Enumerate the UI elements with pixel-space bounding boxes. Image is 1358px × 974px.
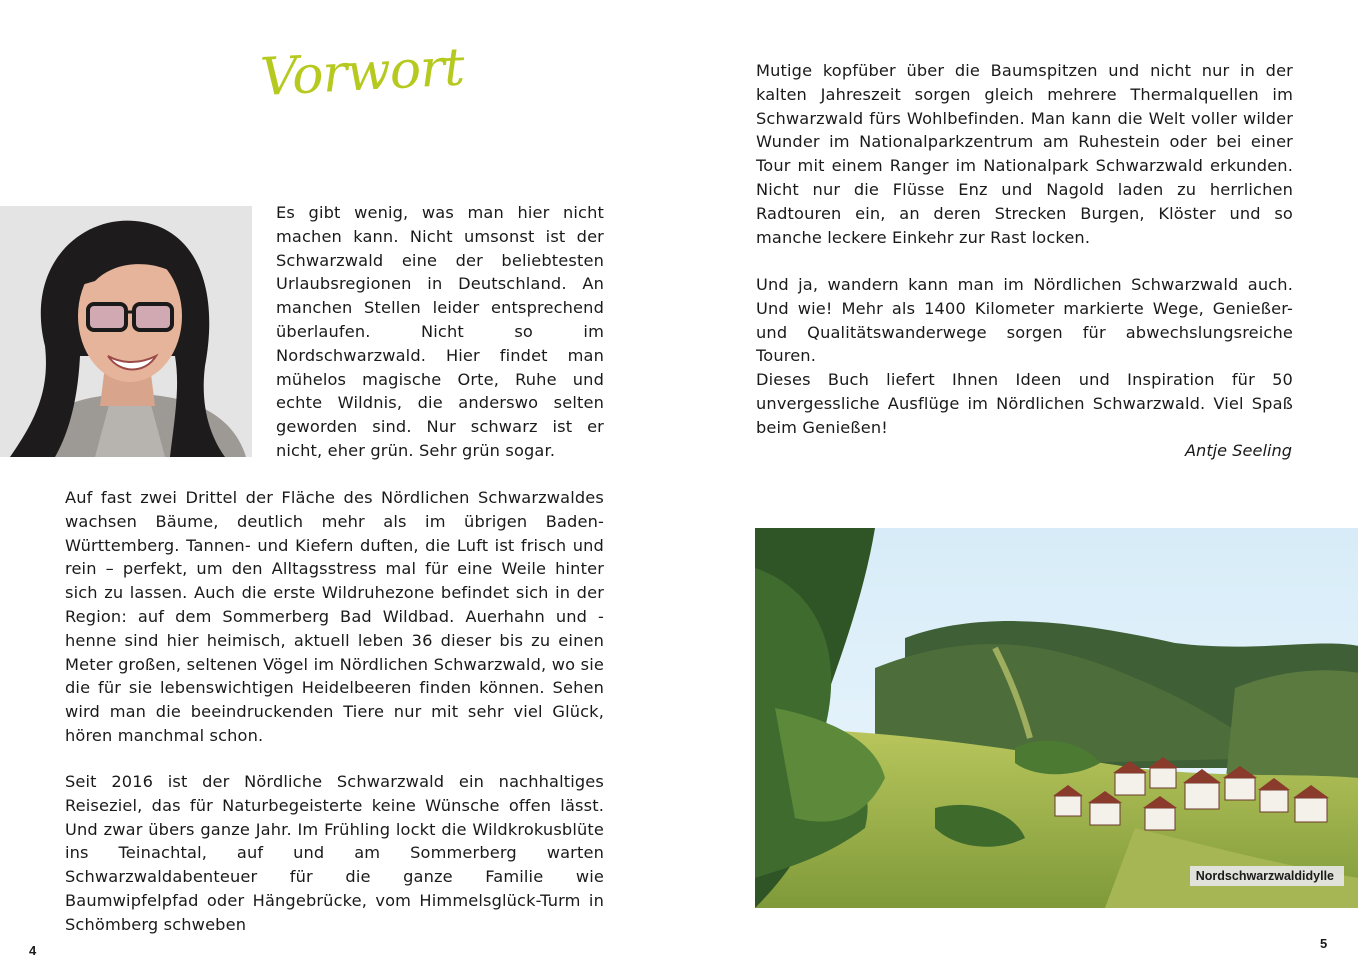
destination-paragraph: Seit 2016 ist der Nördliche Schwarzwald ein nachhaltiges Reiseziel, das für Naturbegeisterte keine Wünsche offen lässt. Und zwar übers ganze Jahr. Im Frühling lockt die Wildkrokusblüte ins Teinachtal, auf und am Sommerberg warten Schwarzwaldabenteuer für die ganze Familie wie Baumwipfelpfad oder Hängebrücke, vom Himmelsglück-Turm in Schömberg schweben: [65, 772, 604, 934]
hiking-paragraph: Und ja, wandern kann man im Nördlichen Schwarzwald auch. Und wie! Mehr als 1400 Kilometer markierte Wege, Genießer- und Qualitätswanderwege sorgen für abwechslungsreiche Touren.: [756, 275, 1293, 366]
author-signature: Antje Seeling: [1184, 441, 1292, 460]
book-paragraph: Dieses Buch liefert Ihnen Ideen und Inspiration für 50 unvergessliche Ausflüge im Nördlichen Schwarzwald. Viel Spaß beim Genießen!: [756, 370, 1293, 437]
author-portrait: [0, 206, 252, 457]
page-number-left: 4: [29, 943, 37, 958]
photo-caption: Nordschwarzwaldidylle: [1190, 866, 1344, 886]
activities-paragraph: Mutige kopfüber über die Baumspitzen und nicht nur in der kalten Jahreszeit sorgen gleich mehrere Thermalquellen im Schwarzwald fürs Wohlbefinden. Man kann die Welt voller wilder Wunder im Nationalparkzentrum am Ruhestein oder bei einer Tour mit einem Ranger im Nationalpark Schwarzwald erkunden. Nicht nur die Flüsse Enz und Nagold laden zu herrlichen Radtouren ein, an deren Strecken Burgen, Klöster und so manche leckere Einkehr zur Rast locken.: [756, 61, 1293, 247]
page-number-right: 5: [1320, 936, 1328, 951]
landscape-photo: [755, 528, 1358, 908]
intro-paragraph: Es gibt wenig, was man hier nicht machen kann. Nicht umsonst ist der Schwarzwald eine der beliebtesten Urlaubsregionen in Deutschland. An manchen Stellen leider entsprechend überlaufen. Nicht so im Nordschwarzwald. Hier findet man mühelos magische Orte, Ruhe und echte Wildnis, die anderswo selten geworden sind. Nur schwarz ist er nicht, eher grün. Sehr grün sogar.: [276, 203, 604, 460]
forest-paragraph: Auf fast zwei Drittel der Fläche des Nördlichen Schwarzwaldes wachsen Bäume, deutlich mehr als im übrigen Baden-Württemberg. Tannen- und Kiefern duften, die Luft ist frisch und rein – perfekt, um den Alltagsstress mal für eine Weile hinter sich zu lassen. Auch die erste Wildruhezone befindet sich in der Region: auf dem Sommerberg Bad Wildbad. Auerhahn und -henne sind hier heimisch, aktuell leben 36 dieser bis zu einen Meter großen, seltenen Vögel im Nördlichen Schwarzwald, wo sie die für sie lebenswichtigen Heidelbeeren finden können. Sehen wird man die beeindruckenden Tiere nur mit sehr viel Glück, hören manchmal schon.: [65, 488, 604, 745]
chapter-heading: Vorwort: [258, 37, 466, 108]
